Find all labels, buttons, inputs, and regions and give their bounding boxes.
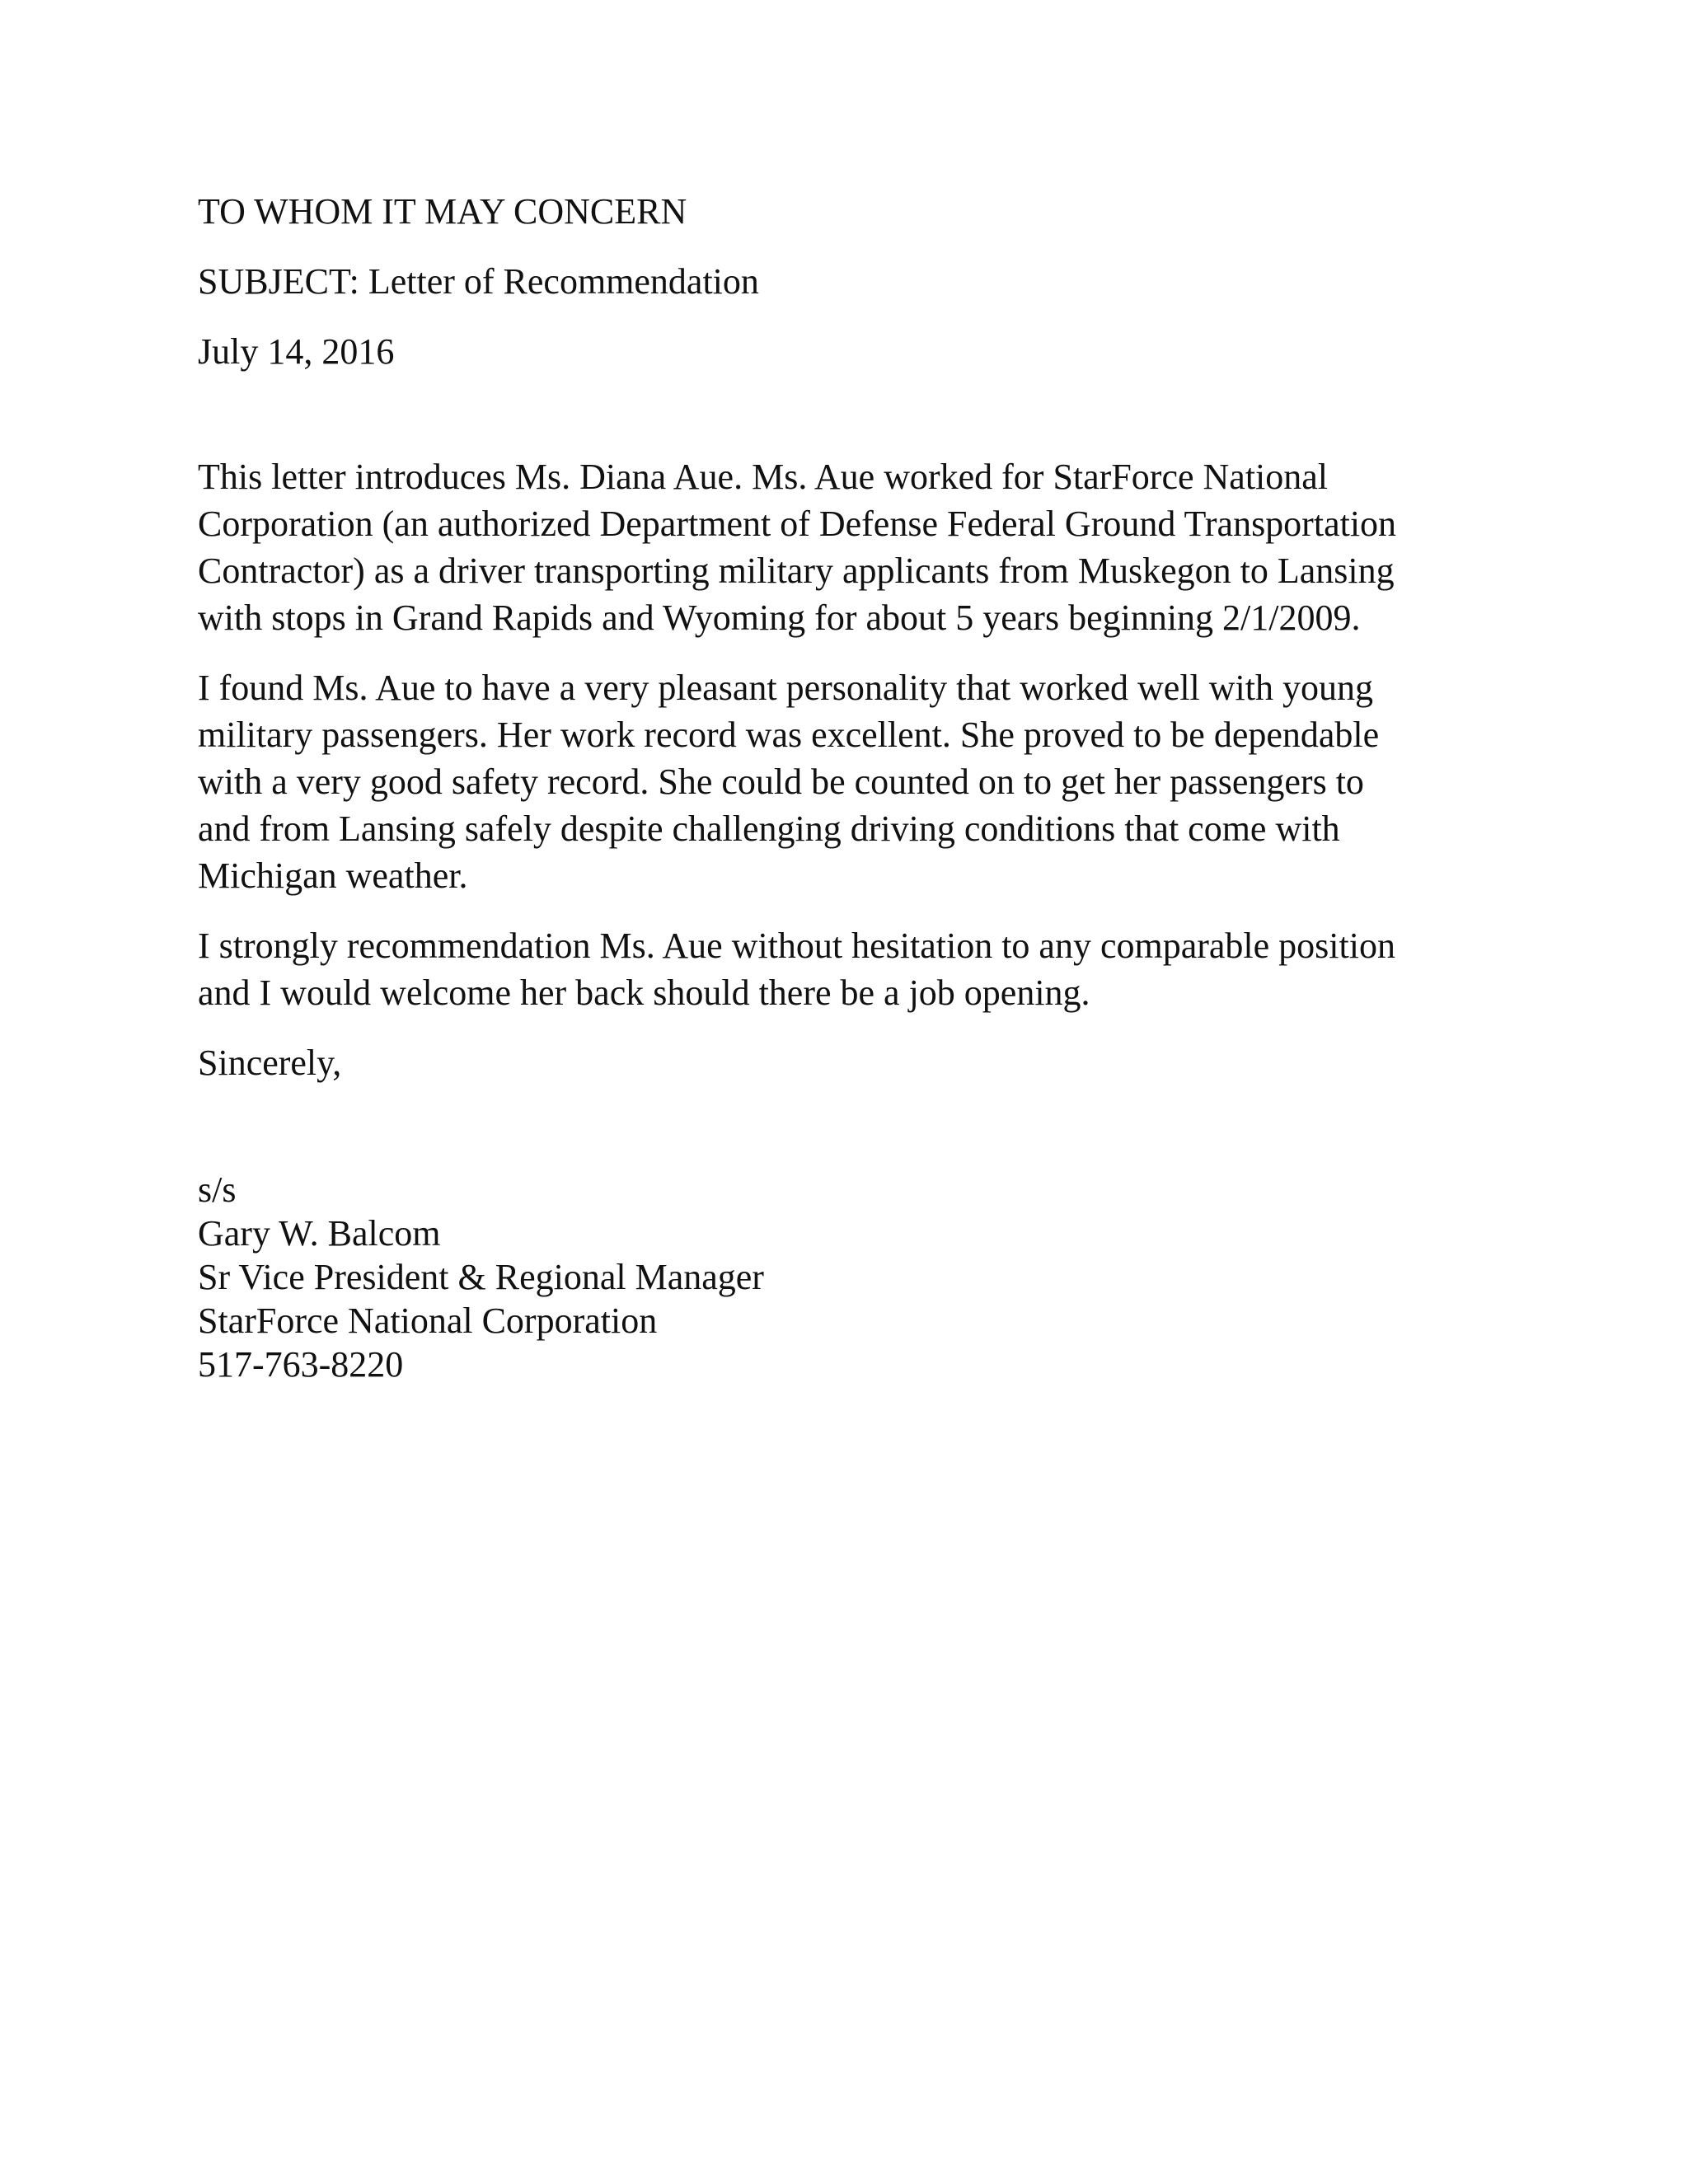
salutation: TO WHOM IT MAY CONCERN: [198, 191, 687, 232]
paragraph-line: and from Lansing safely despite challenging driving conditions that come with: [198, 808, 1340, 849]
paragraph-line: and I would welcome her back should there be a job opening.: [198, 972, 1090, 1013]
paragraph-line: I found Ms. Aue to have a very pleasant personality that worked well with young: [198, 668, 1374, 708]
letter-page: [198, 188, 1517, 1386]
paragraph-line: with stops in Grand Rapids and Wyoming for about 5 years beginning 2/1/2009.: [198, 598, 1361, 638]
paragraph-recommendation: [198, 922, 1517, 1016]
signature-mark: s/s: [198, 1169, 237, 1210]
paragraph-line: military passengers. Her work record was excellent. She proved to be dependable: [198, 715, 1380, 755]
signer-company: StarForce National Corporation: [198, 1301, 658, 1341]
paragraph-line: Michigan weather.: [198, 855, 468, 896]
paragraph-line: I strongly recommendation Ms. Aue without hesitation to any comparable position: [198, 926, 1395, 966]
paragraph-introduction: [198, 453, 1517, 641]
letter-date: July 14, 2016: [198, 331, 395, 372]
paragraph-line: with a very good safety record. She could be counted on to get her passengers to: [198, 762, 1364, 802]
closing: Sincerely,: [198, 1043, 342, 1083]
paragraph-assessment: [198, 664, 1517, 899]
paragraph-line: Contractor) as a driver transporting military applicants from Muskegon to Lansing: [198, 551, 1395, 591]
signature-block: [198, 1168, 1517, 1386]
paragraph-line: Corporation (an authorized Department of Defense Federal Ground Transportation: [198, 504, 1397, 544]
signer-title: Sr Vice President & Regional Manager: [198, 1257, 764, 1297]
signer-name: Gary W. Balcom: [198, 1213, 441, 1254]
subject-line: SUBJECT: Letter of Recommendation: [198, 261, 759, 302]
paragraph-line: This letter introduces Ms. Diana Aue. Ms. Aue worked for StarForce National: [198, 457, 1329, 497]
signer-phone: 517-763-8220: [198, 1344, 404, 1385]
